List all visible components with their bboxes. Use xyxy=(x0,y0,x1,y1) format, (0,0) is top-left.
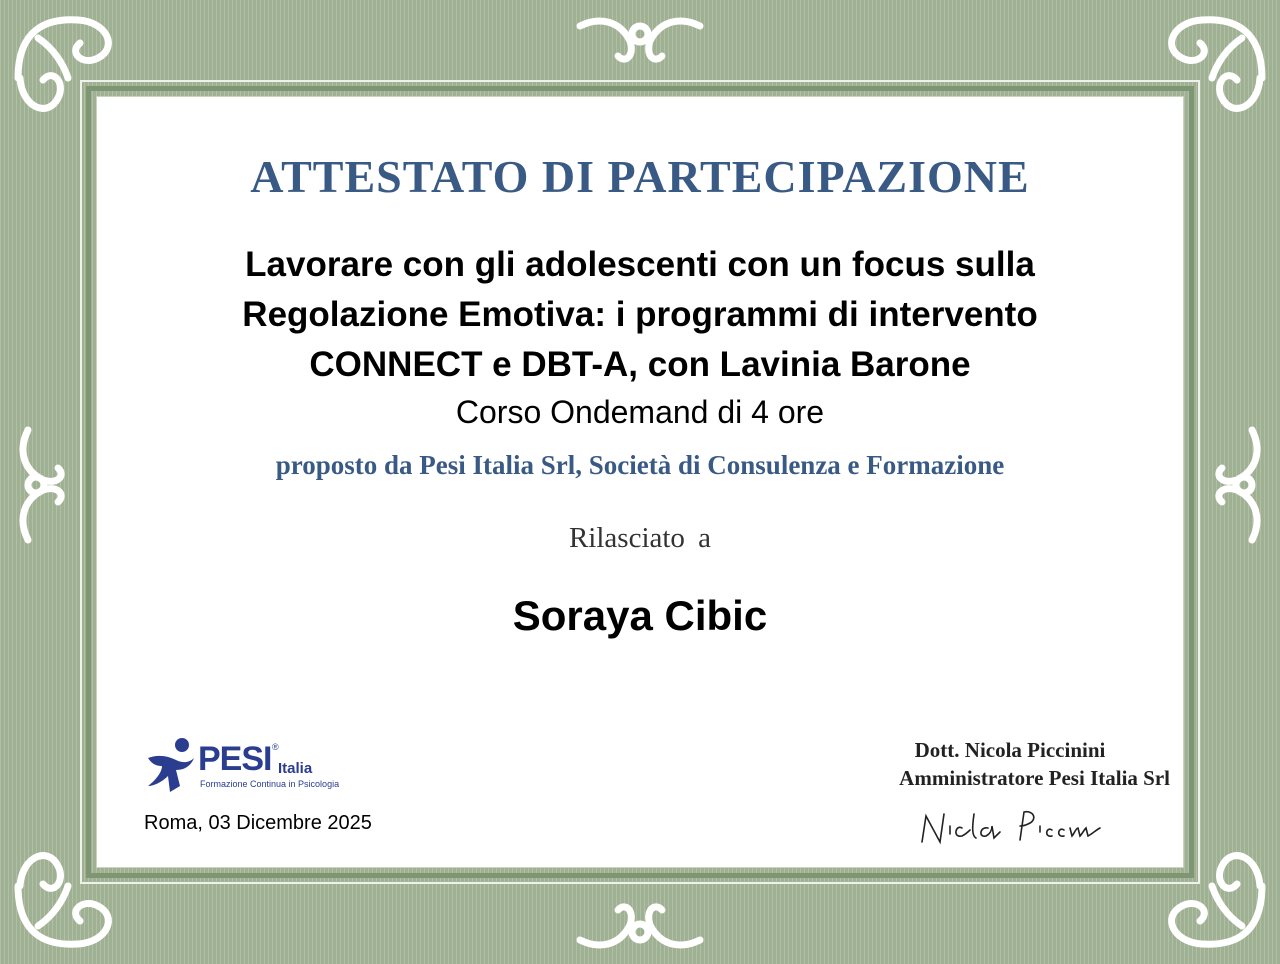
ornament-bottom-center-icon xyxy=(570,890,710,960)
ornament-right-middle-icon xyxy=(1202,420,1272,550)
signatory-role: Amministratore Pesi Italia Srl xyxy=(899,766,1170,790)
handwritten-signature xyxy=(916,804,1116,857)
place-date: Roma, 03 Dicembre 2025 xyxy=(144,812,372,834)
pesi-figure-icon xyxy=(144,736,196,794)
issued-to-label: Rilasciato a xyxy=(568,522,712,554)
course-title xyxy=(150,240,1130,390)
signatory-name: Dott. Nicola Piccinini xyxy=(914,738,1106,762)
logo-country: Italia xyxy=(278,760,313,777)
course-title-line: Lavorare con gli adolescenti con un focus sulla xyxy=(245,245,1035,284)
course-type: Corso Ondemand di 4 ore xyxy=(455,394,825,430)
logo-tagline: Formazione Continua in Psicologia xyxy=(200,779,340,789)
course-title-line: Regolazione Emotiva: i programmi di intervento xyxy=(242,295,1038,334)
certificate-title: ATTESTATO DI PARTECIPAZIONE xyxy=(250,151,1030,202)
pesi-logo xyxy=(144,736,344,800)
provider-line: proposto da Pesi Italia Srl, Società di Consulenza e Formazione xyxy=(275,450,1005,480)
course-title-line: CONNECT e DBT-A, con Lavinia Barone xyxy=(309,345,971,384)
logo-registered-mark: ® xyxy=(272,742,279,752)
ornament-left-middle-icon xyxy=(8,420,78,550)
ornament-top-center-icon xyxy=(570,6,710,76)
logo-wordmark: PESI xyxy=(198,740,272,778)
recipient-name: Soraya Cibic xyxy=(512,592,768,639)
